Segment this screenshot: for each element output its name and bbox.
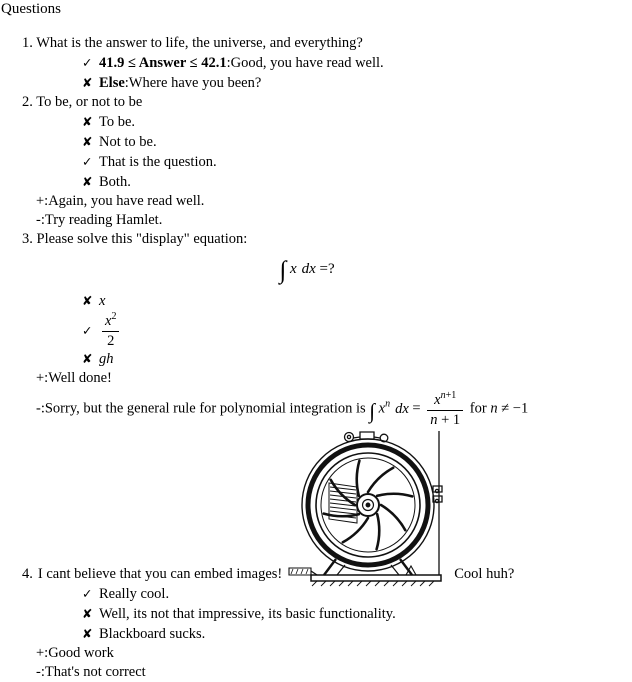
question-number: 3.: [22, 231, 33, 247]
math-for-text: for: [469, 400, 487, 417]
cross-mark-icon: ✘: [82, 606, 93, 622]
question-2-text: To be, or not to be: [36, 94, 143, 110]
option-condition: 41.9 ≤ Answer ≤ 42.1: [99, 55, 227, 71]
question-3-text: Please solve this "display" equation:: [36, 231, 248, 247]
page-title: Questions: [1, 1, 61, 17]
option-label: Both.: [99, 174, 131, 190]
cross-mark-icon: ✘: [82, 114, 93, 129]
math-neq: ≠ −1: [501, 400, 529, 417]
option-row: [82, 112, 632, 132]
fraction-denominator: 2: [102, 331, 119, 350]
option-row: [82, 291, 632, 311]
fraction-numerator-base: x: [434, 392, 441, 408]
check-mark-icon: ✓: [82, 586, 93, 602]
fraction-numerator-sup-var: n: [440, 390, 446, 402]
cross-mark-icon: ✘: [82, 174, 93, 189]
option-math: gh: [99, 351, 114, 368]
option-condition: Else: [99, 75, 125, 91]
option-label: Really cool.: [99, 586, 170, 603]
fraction-denominator-rest: + 1: [437, 411, 461, 428]
question-2: [22, 93, 632, 230]
fraction-exponent: 2: [111, 311, 117, 322]
question-text: [22, 93, 632, 112]
option-row: [82, 73, 632, 93]
option-feedback: :Good, you have read well.: [226, 55, 384, 71]
option-feedback: :Where have you been?: [124, 75, 262, 91]
option-label: Not to be.: [99, 134, 157, 150]
question-number: 2.: [22, 94, 33, 110]
feedback-negative: -:Try reading Hamlet.: [36, 212, 163, 228]
math-dx: dx: [395, 400, 409, 417]
feedback-positive: +:Good work: [36, 645, 114, 662]
question-1-text: What is the answer to life, the universe, and everything?: [36, 35, 363, 51]
display-equation: [22, 254, 592, 284]
option-label: Well, its not that impressive, its basic functionality.: [99, 606, 396, 623]
question-list: [0, 34, 632, 682]
math-integrand: x: [289, 261, 297, 277]
check-mark-icon: ✓: [82, 322, 93, 338]
feedback-negative: -:That's not correct: [36, 664, 146, 681]
question-text-with-image: [22, 429, 632, 584]
integral-sign: ∫: [369, 398, 376, 423]
math-equals: =?: [319, 261, 335, 277]
fraction-numerator-sup-rest: +1: [445, 390, 457, 402]
antique-dynamo-image: [287, 429, 449, 587]
option-row: [82, 604, 632, 624]
option-label: That is the question.: [99, 154, 217, 170]
option-row: [82, 584, 632, 604]
math-exponent: n: [385, 398, 391, 410]
check-mark-icon: ✓: [82, 154, 93, 169]
question-4: [22, 429, 632, 682]
feedback-negative: [36, 390, 632, 428]
cross-mark-icon: ✘: [82, 293, 93, 308]
option-row: [82, 311, 632, 349]
option-row: [82, 172, 632, 192]
question-number: 1.: [22, 35, 33, 51]
question-text: [22, 34, 632, 53]
math-equals: =: [412, 400, 421, 417]
fraction-rule: [427, 390, 463, 428]
fraction-denominator-var: n: [430, 411, 438, 428]
question-4-text-before: I cant believe that you can embed images!: [37, 566, 283, 583]
cross-mark-icon: ✘: [82, 626, 93, 642]
question-number: 4.: [22, 566, 33, 583]
option-row: [82, 152, 632, 172]
feedback-positive: +:Again, you have read well.: [36, 193, 205, 209]
check-mark-icon: ✓: [82, 55, 93, 70]
math-var-n: n: [490, 400, 498, 417]
question-4-text-after: Cool huh?: [454, 566, 515, 583]
option-row: [82, 349, 632, 369]
math-dx: dx: [301, 261, 316, 277]
cross-mark-icon: ✘: [82, 134, 93, 149]
question-3: [22, 230, 632, 428]
option-math: x: [99, 293, 106, 309]
option-label: To be.: [99, 114, 136, 130]
cross-mark-icon: ✘: [82, 75, 93, 90]
option-row: [82, 53, 632, 73]
question-1: [22, 34, 632, 93]
cross-mark-icon: ✘: [82, 351, 93, 367]
fraction-numerator: x: [105, 312, 112, 329]
feedback-text: -:Sorry, but the general rule for polynomial integration is: [36, 400, 366, 417]
fraction-x-squared-over-2: [102, 311, 119, 349]
option-label: Blackboard sucks.: [99, 626, 206, 643]
math-base: x: [378, 400, 386, 417]
integral-sign: ∫: [279, 257, 287, 284]
question-text: [22, 230, 632, 249]
feedback-positive: +:Well done!: [36, 370, 112, 387]
option-row: [82, 132, 632, 152]
option-row: [82, 624, 632, 644]
